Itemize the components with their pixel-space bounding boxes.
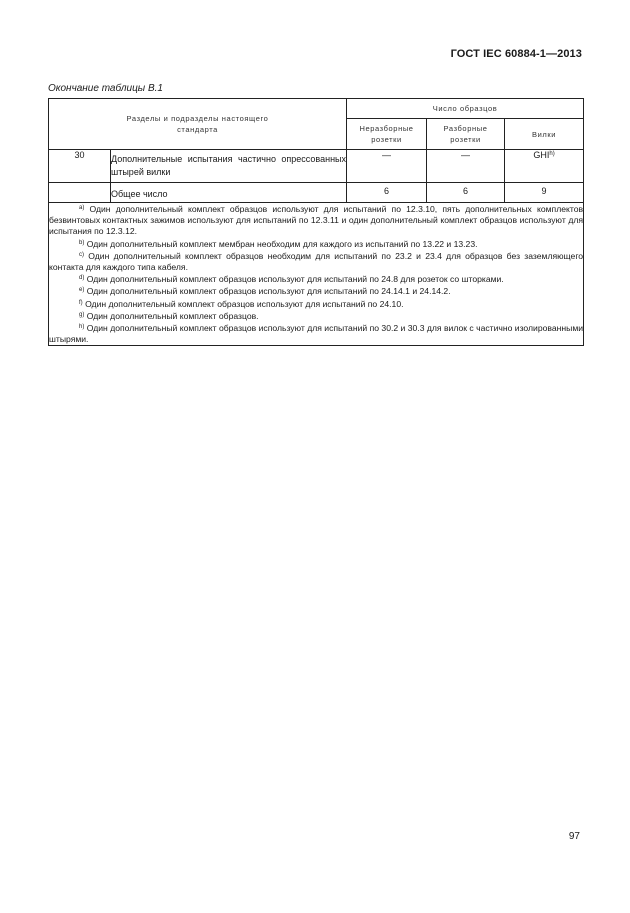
footnote: $^{e)}$ Один дополнительный комплект образцов используют для испытаний по 24.14.1 и 24.14.2. (79, 286, 451, 297)
table-row-total (49, 183, 584, 203)
table-row (49, 150, 584, 183)
row-description: Общее число (111, 183, 347, 203)
footnote: $^{h)}$ Один дополнительный комплект образцов используют для испытаний по 30.2 и 30.3 для вилок с частично изолированными штырями. (49, 323, 584, 345)
row-section-number: 30 (49, 150, 111, 183)
row-value-plugs: GHI$^{h)}$ (505, 150, 584, 183)
table-caption: Окончание таблицы В.1 (48, 83, 163, 94)
footnote: $^{g)}$ Один дополнительный комплект образцов. (79, 310, 259, 321)
page-number: 97 (568, 831, 580, 842)
total-plugs: 9 (505, 183, 584, 203)
footnotes (49, 203, 584, 346)
footnote: $^{f)}$ Один дополнительный комплект образцов используют для испытаний по 24.10. (79, 298, 404, 309)
total-fixed: 6 (347, 183, 427, 203)
footnote: $^{d)}$ Один дополнительный комплект образцов используют для испытаний по 24.8 для розеток со шторками. (79, 274, 504, 285)
header-sample-count: Число образцов (347, 99, 584, 119)
total-rewirable: 6 (427, 183, 505, 203)
footnote: $^{a)}$ Один дополнительный комплект образцов используют для испытаний по 12.3.10, пять дополнительных комплектов безвинтовых контактных зажимов используют для испытаний по 12.3.11 и один дополнительный комплект образцов используют для испытания по 12.3.12. (49, 204, 584, 237)
footnote: $^{c)}$ Один дополнительный комплект образцов необходим для испытаний по 23.2 и 23.4 для образцов без заземляющего контакта для каждого типа кабеля. (49, 250, 584, 273)
footnote: $^{b)}$ Один дополнительный комплект мембран необходим для каждого из испытаний по 13.22 и 13.23. (79, 238, 478, 249)
samples-table (48, 98, 584, 346)
header-plugs: Вилки (505, 119, 584, 150)
row-value-rewirable: — (427, 150, 505, 183)
header-fixed-sockets: Неразборные розетки (347, 119, 427, 150)
row-value-fixed: — (347, 150, 427, 183)
header-rewirable-sockets: Разборные розетки (427, 119, 505, 150)
row-section-number (49, 183, 111, 203)
header-sections: Разделы и подразделы настоящего стандарта (49, 99, 347, 150)
document-code: ГОСТ IEC 60884-1—2013 (450, 48, 582, 60)
row-description: Дополнительные испытания частично опрессованных штырей вилки (111, 150, 347, 183)
